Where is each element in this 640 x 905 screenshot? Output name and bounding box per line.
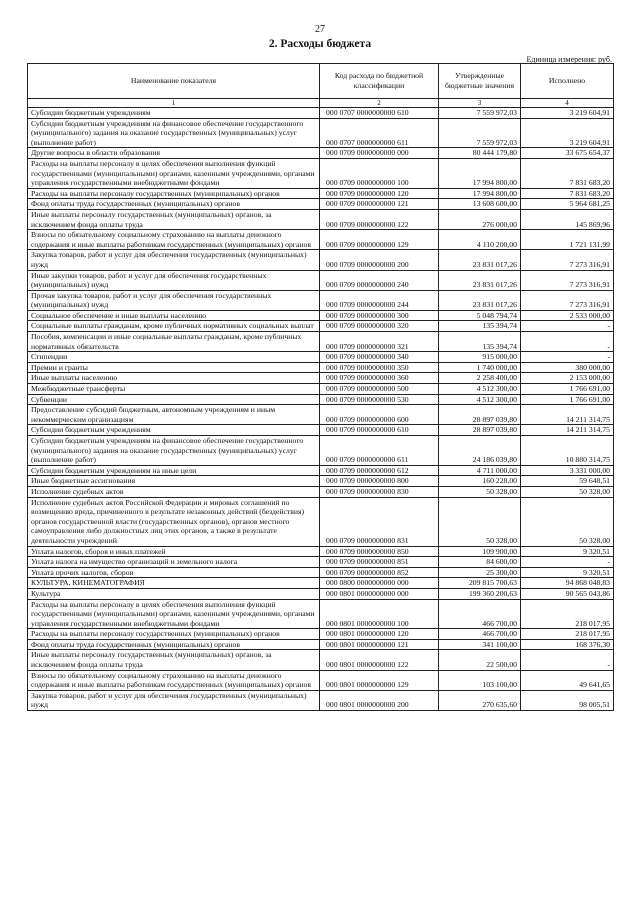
row-executed: 98 005,51 [521, 690, 614, 710]
row-approved: 84 600,00 [439, 557, 521, 568]
table-row [28, 639, 614, 650]
row-executed: 5 964 681,25 [521, 199, 614, 210]
row-approved: 103 100,00 [439, 670, 521, 690]
table-row [28, 394, 614, 405]
header-row [28, 64, 614, 99]
table-row [28, 578, 614, 589]
row-name: Субсидии бюджетным учреждениям на иные цели [28, 465, 320, 476]
row-code: 000 0709 0000000000 852 [320, 567, 439, 578]
row-executed: 9 320,51 [521, 567, 614, 578]
row-code: 000 0709 0000000000 240 [320, 270, 439, 290]
row-code: 000 0709 0000000000 244 [320, 290, 439, 310]
row-approved: 50 328,00 [439, 486, 521, 497]
row-name: Прочая закупка товаров, работ и услуг для обеспечения государственных (муниципальных) нужд [28, 290, 320, 310]
row-name: Субсидии бюджетным учреждениям [28, 425, 320, 436]
table-row [28, 546, 614, 557]
row-code: 000 0709 0000000000 612 [320, 465, 439, 476]
row-approved: 13 608 600,00 [439, 199, 521, 210]
row-name: Субсидии бюджетным учреждениям [28, 108, 320, 119]
row-code: 000 0709 0000000000 100 [320, 158, 439, 188]
header-executed: Исполнено [521, 64, 614, 99]
row-name: Социальное обеспечение и иные выплаты населению [28, 310, 320, 321]
row-approved: 4 711 000,00 [439, 465, 521, 476]
row-name: Закупка товаров, работ и услуг для обеспечения государственных (муниципальных) нужд [28, 250, 320, 270]
row-name: Субсидии бюджетным учреждениям на финансовое обеспечение государственного (муниципального) задания на оказание государственных (муниципальных) услуг (выполнение работ) [28, 118, 320, 148]
row-executed: 1 766 691,00 [521, 384, 614, 395]
row-code: 000 0709 0000000000 200 [320, 250, 439, 270]
row-executed: - [521, 321, 614, 332]
row-executed: 59 648,51 [521, 476, 614, 487]
row-name: Иные выплаты персоналу государственных (муниципальных) органов, за исключением фонда оплаты труда [28, 650, 320, 670]
row-code: 000 0707 0000000000 610 [320, 108, 439, 119]
row-code: 000 0801 0000000000 000 [320, 588, 439, 599]
row-name: Уплата налогов, сборов и иных платежей [28, 546, 320, 557]
row-name: Пособия, компенсации и иные социальные выплаты гражданам, кроме публичных нормативных обязательств [28, 332, 320, 352]
row-name: Предоставление субсидий бюджетным, автономным учреждениям и иным некоммерческим организациям [28, 405, 320, 425]
table-row [28, 230, 614, 250]
row-approved: 7 559 972,03 [439, 118, 521, 148]
row-executed: 9 320,51 [521, 546, 614, 557]
table-row [28, 670, 614, 690]
row-executed: - [521, 557, 614, 568]
row-executed: 218 017,95 [521, 599, 614, 629]
row-name: КУЛЬТУРА, КИНЕМАТОГРАФИЯ [28, 578, 320, 589]
table-row [28, 476, 614, 487]
row-approved: 276 000,00 [439, 209, 521, 229]
row-approved: 80 444 179,80 [439, 148, 521, 159]
page-title: 2. Расходы бюджета [268, 38, 372, 50]
row-approved: 135 394,74 [439, 321, 521, 332]
row-executed: 2 153 000,00 [521, 373, 614, 384]
table-row [28, 373, 614, 384]
row-executed: 3 331 000,00 [521, 465, 614, 476]
row-name: Субвенции [28, 394, 320, 405]
table-row [28, 362, 614, 373]
table-row [28, 557, 614, 568]
row-code: 000 0801 0000000000 121 [320, 639, 439, 650]
row-executed: - [521, 650, 614, 670]
row-approved: 4 512 300,00 [439, 384, 521, 395]
row-approved: 24 186 039,80 [439, 436, 521, 466]
row-executed: 7 273 316,91 [521, 250, 614, 270]
row-approved: 135 394,74 [439, 332, 521, 352]
row-approved: 4 512 300,00 [439, 394, 521, 405]
row-executed: 218 017,95 [521, 629, 614, 640]
row-executed: 50 328,00 [521, 486, 614, 497]
table-row [28, 270, 614, 290]
row-code: 000 0709 0000000000 851 [320, 557, 439, 568]
row-code: 000 0709 0000000000 850 [320, 546, 439, 557]
row-executed: - [521, 332, 614, 352]
table-row [28, 567, 614, 578]
row-approved: 5 048 794,74 [439, 310, 521, 321]
row-name: Закупка товаров, работ и услуг для обеспечения государственных (муниципальных) нужд [28, 690, 320, 710]
row-code: 000 0709 0000000000 122 [320, 209, 439, 229]
row-approved: 17 994 800,00 [439, 188, 521, 199]
table-row [28, 599, 614, 629]
column-index: 2 [320, 99, 439, 108]
row-name: Фонд оплаты труда государственных (муниципальных) органов [28, 199, 320, 210]
units-label: Единица измерения: руб. [526, 55, 612, 64]
table-row [28, 629, 614, 640]
row-name: Расходы на выплаты персоналу государственных (муниципальных) органов [28, 188, 320, 199]
table-row [28, 108, 614, 119]
row-executed: 145 869,96 [521, 209, 614, 229]
row-approved: 915 000,00 [439, 352, 521, 363]
table-row [28, 486, 614, 497]
table-row [28, 148, 614, 159]
row-approved: 341 100,00 [439, 639, 521, 650]
row-approved: 23 831 017,26 [439, 250, 521, 270]
row-executed: 14 211 314,75 [521, 405, 614, 425]
row-code: 000 0801 0000000000 200 [320, 690, 439, 710]
table-row [28, 250, 614, 270]
table-row [28, 425, 614, 436]
row-code: 000 0709 0000000000 000 [320, 148, 439, 159]
row-name: Расходы на выплаты персоналу в целях обеспечения выполнения функций государственными (муниципальными) органами, казенными учреждениями, органами управления государственными внебюджетными фондами [28, 158, 320, 188]
row-code: 000 0707 0000000000 611 [320, 118, 439, 148]
row-name: Уплата налога на имущество организаций и земельного налога [28, 557, 320, 568]
row-code: 000 0709 0000000000 129 [320, 230, 439, 250]
row-code: 000 0709 0000000000 320 [320, 321, 439, 332]
row-executed: 168 376,30 [521, 639, 614, 650]
table-row [28, 199, 614, 210]
row-code: 000 0801 0000000000 100 [320, 599, 439, 629]
header-approved: Утвержденные бюджетные значения [439, 64, 521, 99]
table-body [28, 108, 614, 711]
row-code: 000 0709 0000000000 300 [320, 310, 439, 321]
row-executed: - [521, 352, 614, 363]
row-name: Исполнение судебных актов [28, 486, 320, 497]
table-row [28, 436, 614, 466]
table-row [28, 384, 614, 395]
row-code: 000 0709 0000000000 500 [320, 384, 439, 395]
row-executed: 50 328,00 [521, 497, 614, 546]
table-row [28, 321, 614, 332]
row-name: Иные закупки товаров, работ и услуг для обеспечения государственных (муниципальных) нужд [28, 270, 320, 290]
table-row [28, 352, 614, 363]
row-approved: 28 897 039,80 [439, 425, 521, 436]
row-approved: 23 831 017,26 [439, 270, 521, 290]
row-approved: 1 740 000,00 [439, 362, 521, 373]
row-executed: 7 831 683,20 [521, 158, 614, 188]
row-code: 000 0709 0000000000 121 [320, 199, 439, 210]
row-name: Межбюджетные трансферты [28, 384, 320, 395]
table-row [28, 690, 614, 710]
row-approved: 199 360 200,63 [439, 588, 521, 599]
row-code: 000 0800 0000000000 000 [320, 578, 439, 589]
row-name: Субсидии бюджетным учреждениям на финансовое обеспечение государственного (муниципального) задания на оказание государственных (муниципальных) услуг (выполнение работ) [28, 436, 320, 466]
row-executed: 3 219 604,91 [521, 118, 614, 148]
table-row [28, 497, 614, 546]
header-name: Наименование показателя [28, 64, 320, 99]
row-executed: 3 219 604,91 [521, 108, 614, 119]
table-row [28, 310, 614, 321]
row-name: Социальные выплаты гражданам, кроме публичных нормативных социальных выплат [28, 321, 320, 332]
table-row [28, 332, 614, 352]
row-code: 000 0709 0000000000 530 [320, 394, 439, 405]
row-code: 000 0801 0000000000 120 [320, 629, 439, 640]
row-executed: 7 831 683,20 [521, 188, 614, 199]
header-code: Код расхода по бюджетной классификации [320, 64, 439, 99]
table-row [28, 290, 614, 310]
row-executed: 7 273 316,91 [521, 290, 614, 310]
row-approved: 25 300,00 [439, 567, 521, 578]
column-index-row [28, 99, 614, 108]
row-code: 000 0709 0000000000 600 [320, 405, 439, 425]
row-executed: 1 721 131,99 [521, 230, 614, 250]
row-approved: 28 897 039,80 [439, 405, 521, 425]
row-approved: 50 328,00 [439, 497, 521, 546]
row-code: 000 0709 0000000000 830 [320, 486, 439, 497]
row-name: Взносы по обязательному социальному страхованию на выплаты денежного содержания и иные выплаты работникам государственных (муниципальных) органов [28, 670, 320, 690]
row-name: Фонд оплаты труда государственных (муниципальных) органов [28, 639, 320, 650]
row-approved: 466 700,00 [439, 599, 521, 629]
row-name: Иные выплаты населению [28, 373, 320, 384]
row-name: Расходы на выплаты персоналу в целях обеспечения выполнения функций государственными (муниципальными) органами, казенными учреждениями, органами управления государственными внебюджетными фондами [28, 599, 320, 629]
row-executed: 1 766 691,00 [521, 394, 614, 405]
row-code: 000 0709 0000000000 360 [320, 373, 439, 384]
row-approved: 22 500,00 [439, 650, 521, 670]
row-code: 000 0709 0000000000 831 [320, 497, 439, 546]
row-executed: 380 000,00 [521, 362, 614, 373]
row-executed: 90 565 043,86 [521, 588, 614, 599]
row-approved: 17 994 800,00 [439, 158, 521, 188]
row-name: Иные бюджетные ассигнования [28, 476, 320, 487]
row-executed: 94 868 048,83 [521, 578, 614, 589]
table-row [28, 588, 614, 599]
row-executed: 49 641,65 [521, 670, 614, 690]
row-code: 000 0801 0000000000 122 [320, 650, 439, 670]
row-executed: 2 533 000,00 [521, 310, 614, 321]
column-index: 4 [521, 99, 614, 108]
row-approved: 209 815 700,63 [439, 578, 521, 589]
row-executed: 10 880 314,75 [521, 436, 614, 466]
row-name: Культура [28, 588, 320, 599]
row-name: Исполнение судебных актов Российской Федерации и мировых соглашений по возмещению вреда, причиненного в результате незаконных действий (бездействия) органов государственной власти (государственных органов), органов местного самоуправления либо должностных лиц этих органов, а также в результате деятельности учреждений [28, 497, 320, 546]
column-index: 3 [439, 99, 521, 108]
row-code: 000 0709 0000000000 340 [320, 352, 439, 363]
table-row [28, 188, 614, 199]
row-name: Расходы на выплаты персоналу государственных (муниципальных) органов [28, 629, 320, 640]
row-approved: 23 831 017,26 [439, 290, 521, 310]
table-row [28, 158, 614, 188]
row-code: 000 0709 0000000000 610 [320, 425, 439, 436]
table-row [28, 118, 614, 148]
row-approved: 466 700,00 [439, 629, 521, 640]
table-row [28, 405, 614, 425]
row-code: 000 0709 0000000000 800 [320, 476, 439, 487]
row-approved: 160 228,00 [439, 476, 521, 487]
row-name: Другие вопросы в области образования [28, 148, 320, 159]
row-name: Иные выплаты персоналу государственных (муниципальных) органов, за исключением фонда оплаты труда [28, 209, 320, 229]
row-executed: 33 675 654,37 [521, 148, 614, 159]
column-index: 1 [28, 99, 320, 108]
row-name: Стипендии [28, 352, 320, 363]
page-number: 27 [315, 24, 325, 35]
row-code: 000 0709 0000000000 321 [320, 332, 439, 352]
table-row [28, 465, 614, 476]
row-approved: 2 258 400,00 [439, 373, 521, 384]
row-approved: 109 900,00 [439, 546, 521, 557]
row-code: 000 0709 0000000000 611 [320, 436, 439, 466]
row-code: 000 0801 0000000000 129 [320, 670, 439, 690]
row-approved: 4 110 200,00 [439, 230, 521, 250]
row-name: Уплата прочих налогов, сборов [28, 567, 320, 578]
row-executed: 7 273 316,91 [521, 270, 614, 290]
row-code: 000 0709 0000000000 350 [320, 362, 439, 373]
table-row [28, 209, 614, 229]
row-code: 000 0709 0000000000 120 [320, 188, 439, 199]
expenditure-table [27, 63, 614, 711]
row-executed: 14 211 314,75 [521, 425, 614, 436]
row-name: Взносы по обязательному социальному страхованию на выплаты денежного содержания и иные выплаты работникам государственных (муниципальных) органов [28, 230, 320, 250]
row-approved: 270 635,60 [439, 690, 521, 710]
row-name: Премии и гранты [28, 362, 320, 373]
table-row [28, 650, 614, 670]
row-approved: 7 559 972,03 [439, 108, 521, 119]
